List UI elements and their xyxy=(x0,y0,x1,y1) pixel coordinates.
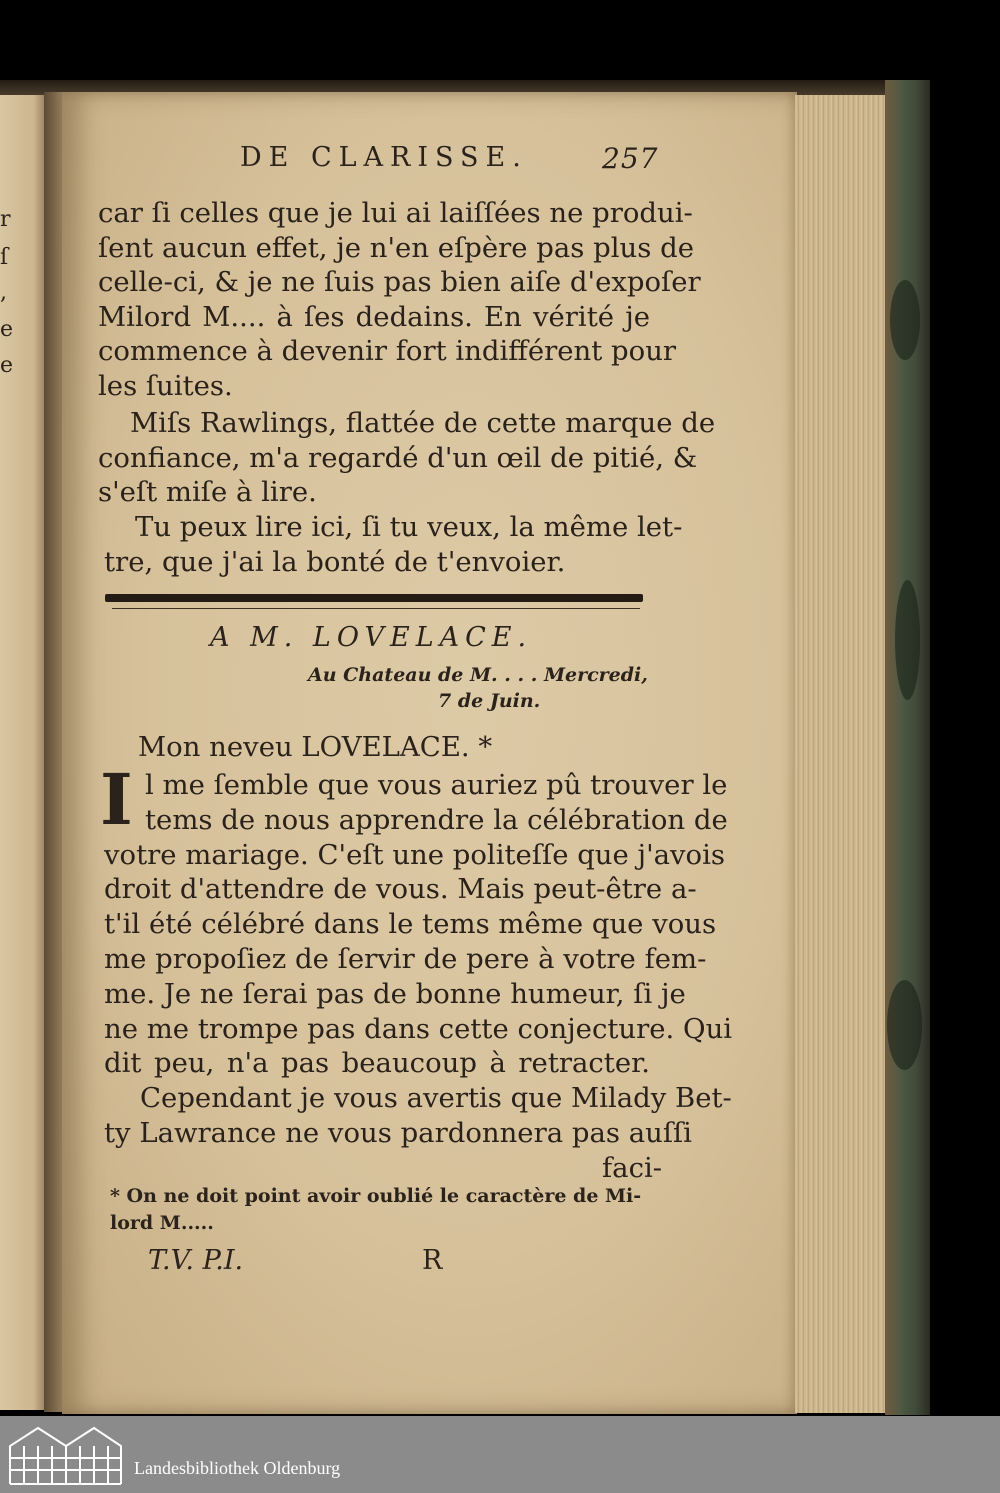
book-cover xyxy=(885,80,930,1415)
text-line: faci- xyxy=(602,1151,663,1184)
left-page-fragment: r ſ , e e xyxy=(0,95,48,1410)
section-rule-thin xyxy=(112,608,640,609)
text-line: l me ſemble que vous auriez pû trouver le xyxy=(145,769,728,801)
text-line: votre mariage. C'eſt une politeſſe que j'avois xyxy=(104,838,726,871)
text-line: droit d'attendre de vous. Mais peut-être a- xyxy=(104,873,697,906)
text-line: s'eſt miſe à lire. xyxy=(98,476,317,508)
running-header xyxy=(240,142,660,173)
text-line: les ſuites. xyxy=(98,369,233,402)
signature-letter: R xyxy=(422,1245,443,1276)
text-line: ty Lawrance ne vous pardonnera pas auſſi xyxy=(104,1117,692,1149)
text-line: Miſs Rawlings, flattée de cette marque de xyxy=(130,407,716,439)
text-line: Milord M.... à ſes dedains. En vérité je xyxy=(98,300,650,333)
page-edges xyxy=(795,95,890,1413)
text-line: ne me trompe pas dans cette conjecture. Qui xyxy=(104,1012,733,1045)
text-line: celle-ci, & je ne ſuis pas bien aiſe d'expoſer xyxy=(98,266,701,298)
letter-address: A M. LOVELACE. xyxy=(210,622,533,653)
drop-cap: I xyxy=(100,758,133,841)
footnote-line-1: * On ne doit point avoir oublié le caractère de Mi- xyxy=(110,1185,642,1207)
footer-bar xyxy=(0,1416,1000,1493)
text-line: tre, que j'ai la bonté de t'envoier. xyxy=(104,545,566,578)
section-rule xyxy=(105,594,643,602)
text-line: commence à devenir fort indifférent pour xyxy=(98,335,677,367)
letter-date: 7 de Juin. xyxy=(438,690,541,712)
text-line: confiance, m'a regardé d'un œil de pitié, & xyxy=(98,441,698,474)
signature-mark: T.V. P.I. xyxy=(148,1245,244,1276)
text-line: tems de nous apprendre la célébration de xyxy=(145,803,728,836)
text-line: car ſi celles que je lui ai laiſſées ne produi- xyxy=(98,197,693,229)
text-line: dit peu, n'a pas beaucoup à retracter. xyxy=(104,1047,650,1080)
footnote-line-2: lord M..... xyxy=(110,1212,214,1234)
library-building-icon xyxy=(8,1422,123,1486)
text-line: t'il été célébré dans le tems même que vous xyxy=(104,908,717,941)
footer-library-label: Landesbibliothek Oldenburg xyxy=(134,1458,341,1478)
text-line: Cependant je vous avertis que Milady Bet- xyxy=(140,1082,732,1115)
page-number: 257 xyxy=(602,142,659,175)
text-line: Tu peux lire ici, ſi tu veux, la même let- xyxy=(135,511,683,543)
text-line: me. Je ne ſerai pas de bonne humeur, ſi je xyxy=(104,977,686,1010)
text-line: ſent aucun effet, je n'en eſpère pas plus de xyxy=(98,231,694,264)
running-header-title: DE CLARISSE. xyxy=(240,142,528,173)
letter-place: Au Chateau de M. . . . Mercredi, xyxy=(308,664,648,686)
letter-salutation: Mon neveu LOVELACE. * xyxy=(138,731,493,763)
text-line: me propoſiez de ſervir de pere à votre fem- xyxy=(104,943,707,975)
